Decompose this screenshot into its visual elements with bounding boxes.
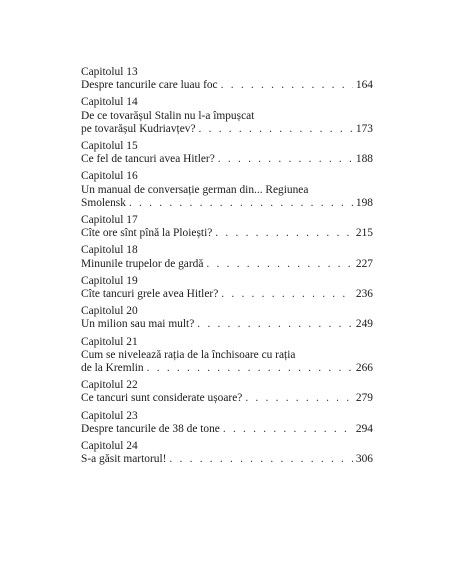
chapter-title-row [81, 288, 373, 301]
page-number: 249 [355, 318, 373, 331]
page-number: 198 [355, 196, 373, 209]
page-number: 236 [355, 288, 373, 301]
page-number: 215 [355, 227, 373, 240]
toc-chapter [81, 440, 373, 466]
chapter-label: Capitolul 22 [81, 379, 138, 392]
page-number: 188 [355, 153, 373, 166]
chapter-entry [81, 184, 373, 210]
chapter-entry [81, 349, 373, 375]
chapter-title-line: pe tovarășul Kudriavțev? [81, 122, 196, 135]
chapter-title-line: Despre tancurile care luau foc [81, 79, 218, 92]
chapter-entry [81, 110, 373, 136]
page-number: 294 [355, 422, 373, 435]
dot-leader [218, 153, 353, 166]
page-number: 306 [355, 453, 373, 466]
chapter-title-row [81, 423, 373, 436]
chapter-title-row [81, 453, 373, 466]
chapter-title-line: Ce fel de tancuri avea Hitler? [81, 153, 215, 166]
dot-leader [223, 423, 353, 436]
toc-chapter [81, 96, 373, 136]
dot-leader [197, 318, 353, 331]
chapter-label: Capitolul 19 [81, 274, 138, 287]
page-number: 279 [355, 392, 373, 405]
chapter-title-row [81, 227, 373, 240]
chapter-title-line: Ce tancuri sunt considerate ușoare? [81, 392, 243, 405]
toc-chapter [81, 336, 373, 376]
chapter-title-line: Cîte tancuri grele avea Hitler? [81, 288, 219, 301]
chapter-title-line: Un manual de conversație german din... Regiunea [81, 183, 309, 196]
toc-chapter [81, 170, 373, 210]
dot-leader [129, 197, 353, 210]
chapter-label: Capitolul 13 [81, 66, 138, 78]
dot-leader [221, 288, 353, 301]
chapter-label: Capitolul 18 [81, 244, 138, 257]
page-number: 227 [355, 257, 373, 270]
chapter-label: Capitolul 23 [81, 409, 138, 422]
chapter-label: Capitolul 14 [81, 96, 138, 109]
chapter-title-line: De ce tovarășul Stalin nu l-a împușcat [81, 109, 255, 122]
chapter-entry [81, 79, 373, 92]
dot-leader [215, 227, 353, 240]
toc-chapter [81, 410, 373, 436]
chapter-label: Capitolul 20 [81, 305, 138, 318]
chapter-title-line: Smolensk [81, 196, 126, 209]
chapter-title-line: de la Kremlin [81, 362, 144, 375]
chapter-title-row [81, 153, 373, 166]
chapter-title-row [81, 318, 373, 331]
chapter-title-line: Un milion sau mai mult? [81, 318, 195, 331]
chapter-title-row [81, 392, 373, 405]
chapter-title-row [81, 258, 373, 271]
chapter-entry [81, 288, 373, 301]
chapter-title-row [81, 362, 373, 375]
table-of-contents [81, 66, 373, 470]
chapter-entry [81, 453, 373, 466]
toc-chapter [81, 305, 373, 331]
toc-chapter [81, 66, 373, 92]
chapter-title-line: Minunile trupelor de gardă [81, 257, 204, 270]
chapter-title-line: Cum se nivelează rația de la închisoare cu rația [81, 348, 296, 361]
chapter-entry [81, 318, 373, 331]
chapter-entry [81, 392, 373, 405]
dot-leader [221, 79, 353, 92]
toc-chapter [81, 379, 373, 405]
page-number: 266 [355, 362, 373, 375]
toc-chapter [81, 214, 373, 240]
chapter-entry [81, 227, 373, 240]
dot-leader [206, 258, 352, 271]
page-number: 173 [355, 122, 373, 135]
dot-leader [147, 362, 353, 375]
chapter-title-line: S-a găsit martorul! [81, 453, 167, 466]
page-number: 164 [355, 79, 373, 92]
toc-chapter [81, 275, 373, 301]
dot-leader [245, 392, 353, 405]
chapter-title-line: Cîte ore sînt pînă la Ploiești? [81, 227, 213, 240]
chapter-label: Capitolul 15 [81, 140, 138, 153]
chapter-entry [81, 153, 373, 166]
chapter-title-row [81, 197, 373, 210]
toc-chapter [81, 244, 373, 270]
chapter-entry [81, 423, 373, 436]
chapter-title-row [81, 123, 373, 136]
chapter-title-line: Despre tancurile de 38 de tone [81, 422, 220, 435]
toc-chapter [81, 140, 373, 166]
dot-leader [199, 123, 353, 136]
chapter-title-row [81, 79, 373, 92]
dot-leader [169, 453, 352, 466]
chapter-label: Capitolul 21 [81, 335, 138, 348]
chapter-entry [81, 258, 373, 271]
chapter-label: Capitolul 17 [81, 214, 138, 227]
chapter-label: Capitolul 24 [81, 440, 138, 453]
chapter-label: Capitolul 16 [81, 170, 138, 183]
